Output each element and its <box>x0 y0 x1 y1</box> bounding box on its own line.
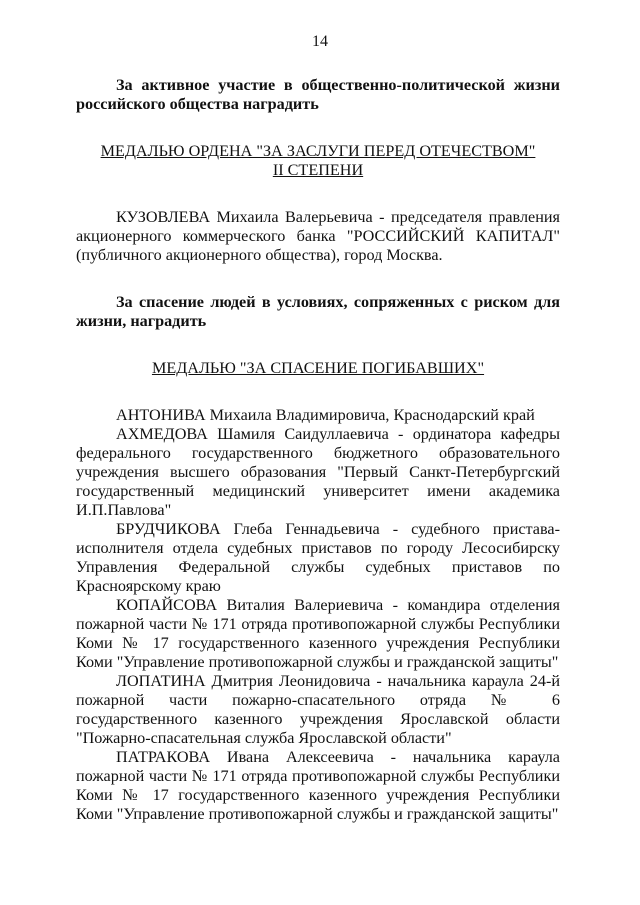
awardee-entry: АНТОНИВА Михаила Владимировича, Краснодарский край <box>116 406 535 424</box>
award-title-degree: II СТЕПЕНИ <box>272 161 364 179</box>
awardee-entry: БРУДЧИКОВА Глеба Геннадьевича - судебного пристава-исполнителя отдела судебных приставов по городу Лесосибирску Управления Федеральной службы судебных приставов по Красноярскому краю <box>76 520 560 595</box>
page-number: 14 <box>312 33 328 50</box>
awardee-entry: ПАТРАКОВА Ивана Алексеевича - начальника караула пожарной части № 171 отряда противопожарной службы Республики Коми № 17 государственного казенного учреждения Республики Коми "Управление противопожарной службы и гражданской защиты" <box>76 748 560 823</box>
document-body <box>76 76 560 824</box>
awardee-entry: КУЗОВЛЕВА Михаила Валерьевича - председателя правления акционерного коммерческого банка "РОССИЙСКИЙ КАПИТАЛ" (публичного акционерного общества), город Москва. <box>76 208 560 264</box>
section-intro: За активное участие в общественно-политической жизни российского общества наградить <box>76 76 560 113</box>
awardee-entry: АХМЕДОВА Шамиля Саидуллаевича - ординатора кафедры федерального государственного бюджетного образовательного учреждения высшего образования "Первый Санкт-Петербургский государственный медицинский университет имени академика И.П.Павлова" <box>76 425 560 519</box>
award-title: МЕДАЛЬЮ "ЗА СПАСЕНИЕ ПОГИБАВШИХ" <box>151 359 485 377</box>
awardee-entry: КОПАЙСОВА Виталия Валериевича - командира отделения пожарной части № 171 отряда противопожарной службы Республики Коми № 17 государственного казенного учреждения Республики Коми "Управление противопожарной службы и гражданской защиты" <box>76 596 560 671</box>
section-intro: За спасение людей в условиях, сопряженных с риском для жизни, наградить <box>76 293 560 330</box>
awardee-entry: ЛОПАТИНА Дмитрия Леонидовича - начальника караула 24-й пожарной части пожарно-спасательного отряда № 6 государственного казенного учреждения Ярославской области "Пожарно-спасательная служба Ярославской области" <box>76 672 560 747</box>
award-title: МЕДАЛЬЮ ОРДЕНА "ЗА ЗАСЛУГИ ПЕРЕД ОТЕЧЕСТВОМ" <box>100 142 536 160</box>
